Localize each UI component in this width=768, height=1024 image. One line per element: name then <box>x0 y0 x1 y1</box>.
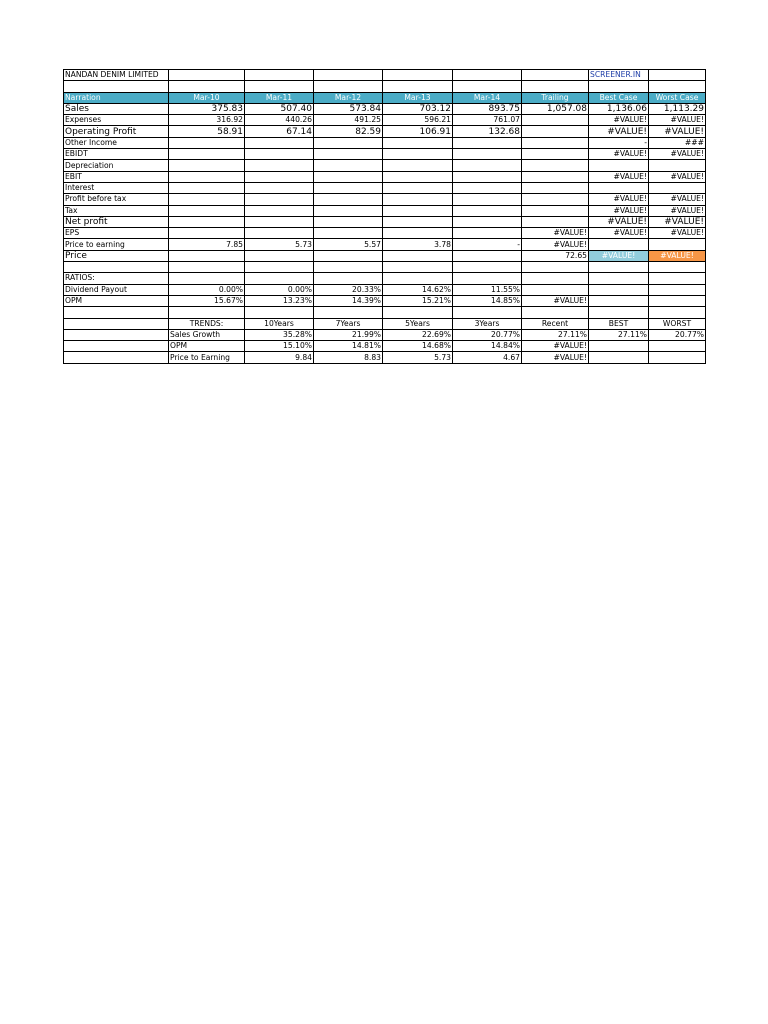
value-cell <box>522 194 589 205</box>
value-cell: 0.00% <box>245 284 314 295</box>
value-cell <box>245 171 314 182</box>
company-name: NANDAN DENIM LIMITED <box>64 70 169 81</box>
value-cell <box>314 171 383 182</box>
value-cell: #VALUE! <box>589 171 649 182</box>
table-row <box>64 160 706 171</box>
value-cell: #VALUE! <box>589 149 649 160</box>
value-cell <box>522 205 589 216</box>
value-cell <box>245 137 314 148</box>
price-trailing: 72.65 <box>522 250 589 261</box>
row-label: OPM <box>169 341 245 352</box>
table-row <box>64 137 706 148</box>
value-cell: 14.39% <box>314 295 383 306</box>
value-cell: 82.59 <box>314 126 383 137</box>
value-cell: 11.55% <box>453 284 522 295</box>
header-row <box>64 92 706 103</box>
table-row <box>64 228 706 239</box>
value-cell <box>589 239 649 250</box>
value-cell: 596.21 <box>383 115 453 126</box>
table-row <box>64 194 706 205</box>
value-cell: #VALUE! <box>649 205 706 216</box>
value-cell: 58.91 <box>169 126 245 137</box>
value-cell: #VALUE! <box>589 228 649 239</box>
value-cell: 3.78 <box>383 239 453 250</box>
header-cell: Mar-11 <box>245 92 314 103</box>
value-cell <box>522 171 589 182</box>
value-cell <box>383 194 453 205</box>
value-cell <box>589 182 649 193</box>
value-cell <box>314 182 383 193</box>
value-cell: 15.21% <box>383 295 453 306</box>
header-cell: Trailing <box>522 92 589 103</box>
value-cell: #VALUE! <box>649 115 706 126</box>
value-cell: #VALUE! <box>589 126 649 137</box>
value-cell: 15.10% <box>245 341 314 352</box>
table-row <box>64 295 706 306</box>
value-cell: 14.84% <box>453 341 522 352</box>
value-cell: 507.40 <box>245 103 314 114</box>
value-cell <box>245 228 314 239</box>
value-cell <box>649 352 706 363</box>
table-row <box>64 126 706 137</box>
value-cell: #VALUE! <box>649 194 706 205</box>
row-label: EPS <box>64 228 169 239</box>
value-cell: ### <box>649 137 706 148</box>
value-cell: #VALUE! <box>522 228 589 239</box>
value-cell: 21.99% <box>314 329 383 340</box>
value-cell <box>589 284 649 295</box>
value-cell <box>169 194 245 205</box>
header-cell: Mar-12 <box>314 92 383 103</box>
financial-sheet <box>63 69 706 364</box>
value-cell: #VALUE! <box>522 295 589 306</box>
row-label: Price to earning <box>64 239 169 250</box>
value-cell: #VALUE! <box>522 352 589 363</box>
empty-cell <box>64 329 169 340</box>
value-cell <box>169 216 245 227</box>
trends-header-cell: TRENDS: <box>169 318 245 329</box>
value-cell <box>522 149 589 160</box>
value-cell <box>169 137 245 148</box>
value-cell <box>245 182 314 193</box>
value-cell <box>245 194 314 205</box>
value-cell <box>314 205 383 216</box>
value-cell <box>383 137 453 148</box>
value-cell <box>383 205 453 216</box>
title-row <box>64 70 706 81</box>
value-cell: 15.67% <box>169 295 245 306</box>
row-label: Price to Earning <box>169 352 245 363</box>
value-cell <box>589 160 649 171</box>
value-cell <box>245 205 314 216</box>
row-label: Expenses <box>64 115 169 126</box>
table-row <box>64 103 706 114</box>
value-cell <box>453 228 522 239</box>
row-label: EBIT <box>64 171 169 182</box>
value-cell <box>245 160 314 171</box>
value-cell: 703.12 <box>383 103 453 114</box>
trends-header-cell: 7Years <box>314 318 383 329</box>
table-row <box>64 205 706 216</box>
value-cell: #VALUE! <box>649 216 706 227</box>
table-row <box>64 149 706 160</box>
value-cell: 5.73 <box>383 352 453 363</box>
value-cell <box>169 160 245 171</box>
value-cell: #VALUE! <box>649 126 706 137</box>
value-cell <box>169 205 245 216</box>
spacer-row <box>64 262 706 273</box>
value-cell: 14.81% <box>314 341 383 352</box>
value-cell: 5.57 <box>314 239 383 250</box>
row-label: Net profit <box>64 216 169 227</box>
value-cell: 20.77% <box>453 329 522 340</box>
row-label: Depreciation <box>64 160 169 171</box>
value-cell <box>649 284 706 295</box>
value-cell: #VALUE! <box>589 216 649 227</box>
header-cell: Mar-14 <box>453 92 522 103</box>
value-cell: 67.14 <box>245 126 314 137</box>
value-cell <box>169 149 245 160</box>
ratio-rows <box>64 284 706 307</box>
value-cell <box>649 239 706 250</box>
value-cell <box>453 171 522 182</box>
value-cell <box>649 341 706 352</box>
row-label: OPM <box>64 295 169 306</box>
value-cell <box>383 216 453 227</box>
value-cell <box>169 228 245 239</box>
value-cell: 27.11% <box>589 329 649 340</box>
spacer-row <box>64 307 706 318</box>
trends-header-cell: WORST <box>649 318 706 329</box>
value-cell: 106.91 <box>383 126 453 137</box>
trends-header-row <box>64 318 706 329</box>
value-cell <box>649 295 706 306</box>
table-row <box>64 284 706 295</box>
row-label: Interest <box>64 182 169 193</box>
value-cell: 35.28% <box>245 329 314 340</box>
value-cell <box>589 341 649 352</box>
value-cell <box>383 182 453 193</box>
value-cell: 132.68 <box>453 126 522 137</box>
value-cell: 14.62% <box>383 284 453 295</box>
trends-header-cell: BEST <box>589 318 649 329</box>
value-cell: 4.67 <box>453 352 522 363</box>
value-cell <box>383 228 453 239</box>
value-cell: 22.69% <box>383 329 453 340</box>
header-cell: Worst Case <box>649 92 706 103</box>
value-cell <box>453 149 522 160</box>
value-cell <box>453 205 522 216</box>
value-cell <box>453 160 522 171</box>
value-cell <box>453 194 522 205</box>
value-cell: 20.77% <box>649 329 706 340</box>
value-cell: #VALUE! <box>589 205 649 216</box>
price-row <box>64 250 706 261</box>
row-label: Operating Profit <box>64 126 169 137</box>
value-cell: 761.07 <box>453 115 522 126</box>
value-cell: 20.33% <box>314 284 383 295</box>
row-label: Dividend Payout <box>64 284 169 295</box>
table-row <box>64 239 706 250</box>
value-cell: #VALUE! <box>649 228 706 239</box>
table-row <box>64 182 706 193</box>
price-best-case: #VALUE! <box>589 250 649 261</box>
value-cell: 1,136.06 <box>589 103 649 114</box>
ratios-label: RATIOS: <box>64 273 169 284</box>
value-cell: #VALUE! <box>522 341 589 352</box>
value-cell <box>245 216 314 227</box>
value-cell: 893.75 <box>453 103 522 114</box>
value-cell <box>453 216 522 227</box>
value-cell <box>453 182 522 193</box>
row-label: Profit before tax <box>64 194 169 205</box>
value-cell <box>314 216 383 227</box>
value-cell <box>522 115 589 126</box>
price-worst-case: #VALUE! <box>649 250 706 261</box>
value-cell <box>649 182 706 193</box>
value-cell <box>314 149 383 160</box>
row-label: Tax <box>64 205 169 216</box>
table-row <box>64 341 706 352</box>
table-row <box>64 115 706 126</box>
value-cell: 375.83 <box>169 103 245 114</box>
value-cell <box>314 194 383 205</box>
value-cell: - <box>589 137 649 148</box>
value-cell <box>589 295 649 306</box>
value-cell <box>169 182 245 193</box>
row-label: Sales Growth <box>169 329 245 340</box>
value-cell: 0.00% <box>169 284 245 295</box>
table-row <box>64 329 706 340</box>
value-cell <box>314 160 383 171</box>
value-cell <box>589 352 649 363</box>
value-cell <box>649 160 706 171</box>
header-cell: Mar-13 <box>383 92 453 103</box>
value-cell: 1,113.29 <box>649 103 706 114</box>
table-row <box>64 352 706 363</box>
value-cell <box>383 149 453 160</box>
value-cell: 27.11% <box>522 329 589 340</box>
value-cell <box>522 182 589 193</box>
row-label: EBIDT <box>64 149 169 160</box>
trends-header-cell: Recent <box>522 318 589 329</box>
value-cell <box>314 137 383 148</box>
value-cell <box>314 228 383 239</box>
value-cell: #VALUE! <box>589 194 649 205</box>
row-label: Sales <box>64 103 169 114</box>
value-cell: 316.92 <box>169 115 245 126</box>
value-cell: 9.84 <box>245 352 314 363</box>
value-cell: - <box>453 239 522 250</box>
trends-header-cell: 3Years <box>453 318 522 329</box>
value-cell: #VALUE! <box>522 239 589 250</box>
value-cell: 440.26 <box>245 115 314 126</box>
value-cell <box>245 149 314 160</box>
value-cell: 1,057.08 <box>522 103 589 114</box>
value-cell: 14.85% <box>453 295 522 306</box>
value-cell: 5.73 <box>245 239 314 250</box>
value-cell: 14.68% <box>383 341 453 352</box>
value-cell <box>522 284 589 295</box>
value-cell <box>453 137 522 148</box>
table-row <box>64 171 706 182</box>
header-cell: Narration <box>64 92 169 103</box>
source-link[interactable]: SCREENER.IN <box>589 70 649 81</box>
spacer-row <box>64 81 706 92</box>
value-cell <box>522 137 589 148</box>
value-cell: 573.84 <box>314 103 383 114</box>
trends-header-cell: 5Years <box>383 318 453 329</box>
header-cell: Best Case <box>589 92 649 103</box>
value-cell: 491.25 <box>314 115 383 126</box>
empty-cell <box>64 341 169 352</box>
value-cell: #VALUE! <box>649 149 706 160</box>
value-cell <box>169 171 245 182</box>
value-cell: #VALUE! <box>649 171 706 182</box>
table-row <box>64 216 706 227</box>
row-label: Other Income <box>64 137 169 148</box>
value-cell <box>383 171 453 182</box>
ratios-title-row <box>64 273 706 284</box>
value-cell <box>522 126 589 137</box>
value-cell <box>522 216 589 227</box>
empty-cell <box>64 352 169 363</box>
trend-rows <box>64 329 706 363</box>
value-cell <box>383 160 453 171</box>
value-cell: 8.83 <box>314 352 383 363</box>
value-cell: 7.85 <box>169 239 245 250</box>
header-cell: Mar-10 <box>169 92 245 103</box>
value-cell <box>522 160 589 171</box>
data-rows <box>64 103 706 250</box>
row-label: Price <box>64 250 169 261</box>
trends-header-cell: 10Years <box>245 318 314 329</box>
value-cell: #VALUE! <box>589 115 649 126</box>
value-cell: 13.23% <box>245 295 314 306</box>
